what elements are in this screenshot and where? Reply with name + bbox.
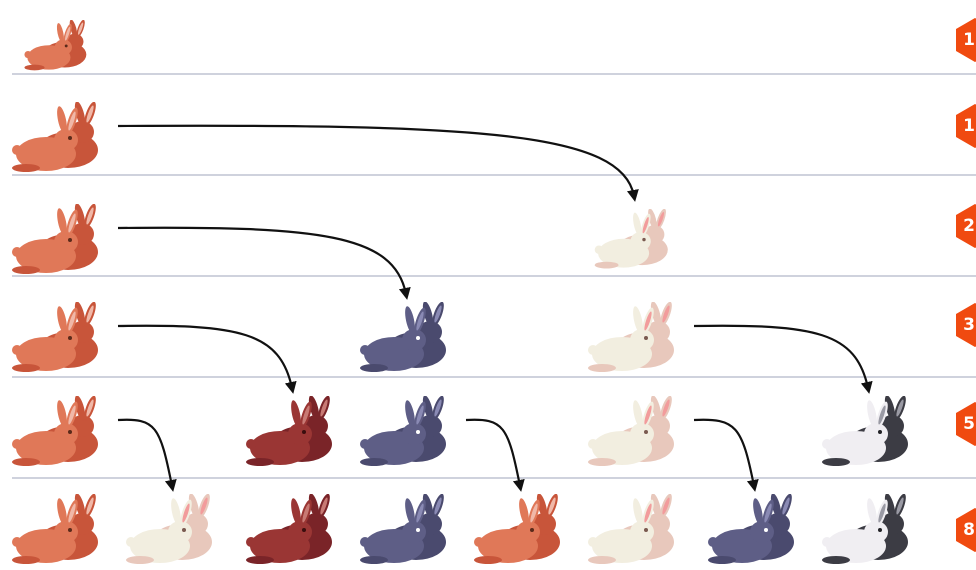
rabbit-pair-slate bbox=[358, 494, 454, 570]
birth-arrow bbox=[118, 420, 172, 486]
rabbit-pair-cream bbox=[586, 494, 682, 570]
rabbit-pair-maroon bbox=[244, 396, 340, 472]
rabbit-pair-orange bbox=[10, 396, 106, 472]
rabbit-pair-cream bbox=[586, 396, 682, 472]
rabbit-pair-cream bbox=[593, 209, 675, 274]
rabbit-pair-orange bbox=[10, 204, 106, 280]
pair-count: 3 bbox=[963, 315, 975, 335]
pair-count: 1 bbox=[963, 30, 975, 50]
pair-count-badge bbox=[954, 508, 976, 552]
birth-arrow bbox=[118, 126, 634, 196]
pair-count-badge bbox=[954, 18, 976, 62]
birth-arrow bbox=[118, 228, 406, 294]
rabbit-pair-cream bbox=[124, 494, 220, 570]
birth-arrow bbox=[694, 326, 868, 388]
birth-arrow bbox=[118, 326, 292, 388]
rabbit-pair-orange bbox=[10, 102, 106, 178]
pair-count-badge bbox=[954, 402, 976, 446]
pair-count-badge bbox=[954, 204, 976, 248]
rabbit-pair-slate bbox=[358, 396, 454, 472]
pair-count: 1 bbox=[963, 116, 975, 136]
rabbit-pair-orange bbox=[10, 494, 106, 570]
birth-arrow bbox=[466, 420, 520, 486]
rabbit-pair-slate bbox=[358, 302, 454, 378]
rabbit-pair-cream bbox=[586, 302, 682, 378]
rabbit-pair-orange bbox=[23, 20, 92, 76]
pair-count-badge bbox=[954, 104, 976, 148]
rabbit-pair-slate bbox=[706, 494, 802, 570]
pair-count: 2 bbox=[963, 216, 975, 236]
rabbit-pair-orange bbox=[472, 494, 568, 570]
rabbit-pair-maroon bbox=[244, 494, 340, 570]
pair-count-badge bbox=[954, 303, 976, 347]
rabbit-pair-grey bbox=[820, 396, 916, 472]
birth-arrow bbox=[694, 420, 754, 486]
pair-count: 8 bbox=[963, 520, 975, 540]
pair-count: 5 bbox=[963, 414, 975, 434]
rabbit-pair-orange bbox=[10, 302, 106, 378]
rabbit-pair-grey bbox=[820, 494, 916, 570]
